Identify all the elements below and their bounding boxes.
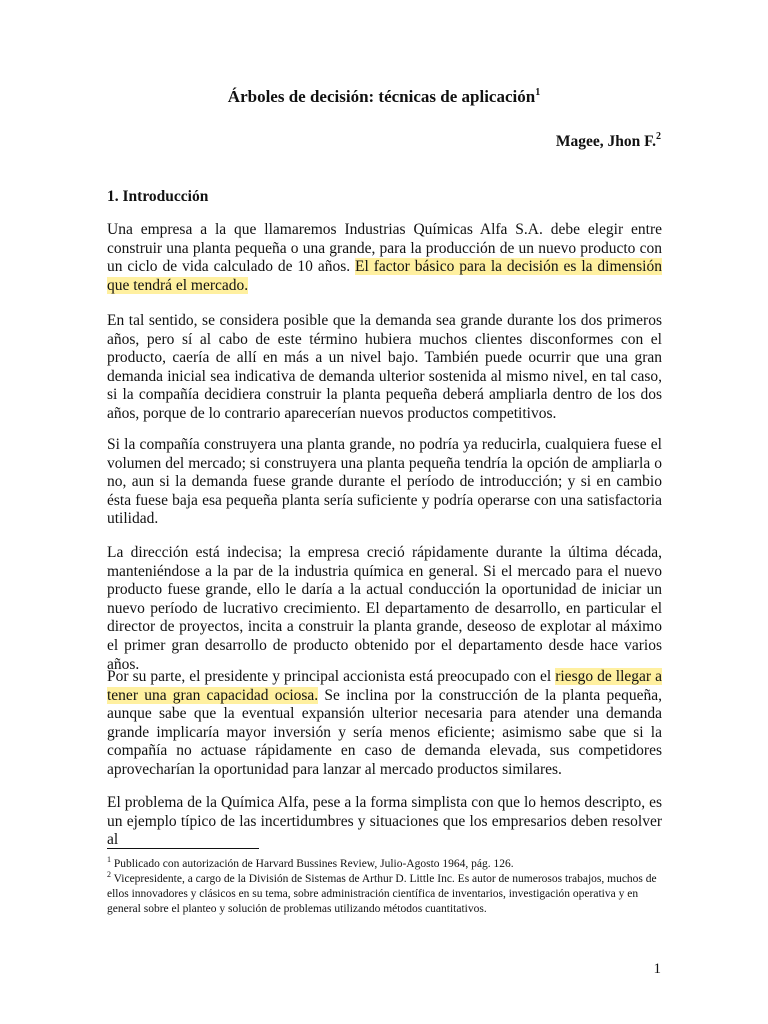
paragraph-5 <box>107 668 662 780</box>
paragraph-4: La dirección está indecisa; la empresa creció rápidamente durante la última década, manteniéndose a la par de la industria química en general. Si el mercado para el nuevo producto fuese grande, ello le daría a la actual conducción la oportunidad de iniciar un nuevo período de lucrativo crecimiento. El departamento de desarrollo, en particular el director de proyectos, incita a construir la planta grande, deseoso de explotar al máximo el primer gran desarrollo de producto obtenido por el departamento desde hace varios años. <box>107 544 662 673</box>
footnote-1-text: Publicado con autorización de Harvard Bussines Review, Julio-Agosto 1964, pág. 126. <box>111 858 514 870</box>
footnote-separator <box>107 848 259 849</box>
footnote-2-text: Vicepresidente, a cargo de la División de Sistemas de Arthur D. Little Inc. Es autor de numerosos trabajos, muchos de ellos innovadores y clásicos en su tema, sobre administración científica de inventarios, investigación operativa y en general sobre el planteo y solución de problemas utilizando métodos cuantitativos. <box>107 873 657 915</box>
paragraph-5-text-end: Se inclina por la construcción de la planta pequeña, aunque sabe que la eventual expansión ulterior necesaria para atender una demanda grande implicaría mayor inversión y sería menos eficiente; asimismo sabe que si la compañía no actuase rápidamente en caso de demanda elevada, sus competidores aprovecharían la oportunidad para lanzar al mercado productos similares. <box>107 686 662 778</box>
document-title <box>0 87 768 107</box>
author-footnote-ref: 2 <box>656 131 661 142</box>
section-heading: 1. Introducción <box>107 188 209 205</box>
paragraph-3: Si la compañía construyera una planta grande, no podría ya reducirla, cualquiera fuese el volumen del mercado; si construyera una planta pequeña tendría la opción de ampliarla o no, aun si la demanda fuese grande durante el período de introducción; y si en cambio ésta fuese baja esa pequeña planta sería suficiente y podría operarse con una satisfactoria utilidad. <box>107 436 662 528</box>
footnote-2-mark: 2 <box>107 870 111 879</box>
author-text: Magee, Jhon F. <box>555 133 656 150</box>
paragraph-2: En tal sentido, se considera posible que la demanda sea grande durante los dos primeros años, pero sí al cabo de este término hubiera muchos clientes disconformes con el producto, caería de allí en más a un nivel bajo. También puede ocurrir que una gran demanda inicial sea indicativa de demanda ulterior sostenida al mismo nivel, en tal caso, si la compañía decidiera construir la planta pequeña deberá ampliarla dentro de los dos años, porque de lo contrario aparecerían nuevos productos competitivos. <box>107 312 662 422</box>
paragraph-1-highlight: El factor básico para la decisión es la dimensión que tendrá el mercado. <box>107 258 662 294</box>
title-footnote-ref: 1 <box>535 87 541 98</box>
paragraph-1-text: Una empresa a la que llamaremos Industrias Químicas Alfa S.A. debe elegir entre construir una planta pequeña o una grande, para la producción de un nuevo producto con un ciclo de vida calculado de 10 años. <box>107 221 662 276</box>
paragraph-6: El problema de la Química Alfa, pese a la forma simplista con que lo hemos descripto, es un ejemplo típico de las incertidumbres y situaciones que los empresarios deben resolver al <box>107 794 662 849</box>
paragraph-5-text-start: Por su parte, el presidente y principal accionista está preocupado con el <box>107 668 556 685</box>
author-name <box>556 133 661 151</box>
footnote-1-mark: 1 <box>107 855 111 864</box>
footnote-1 <box>107 857 662 872</box>
title-text: Árboles de decisión: técnicas de aplicación <box>227 87 536 106</box>
page-number: 1 <box>653 961 661 977</box>
paragraph-1 <box>107 221 662 295</box>
footnote-2 <box>107 872 662 917</box>
paragraph-5-highlight: riesgo de llegar a tener una gran capacidad ociosa. <box>107 668 662 704</box>
